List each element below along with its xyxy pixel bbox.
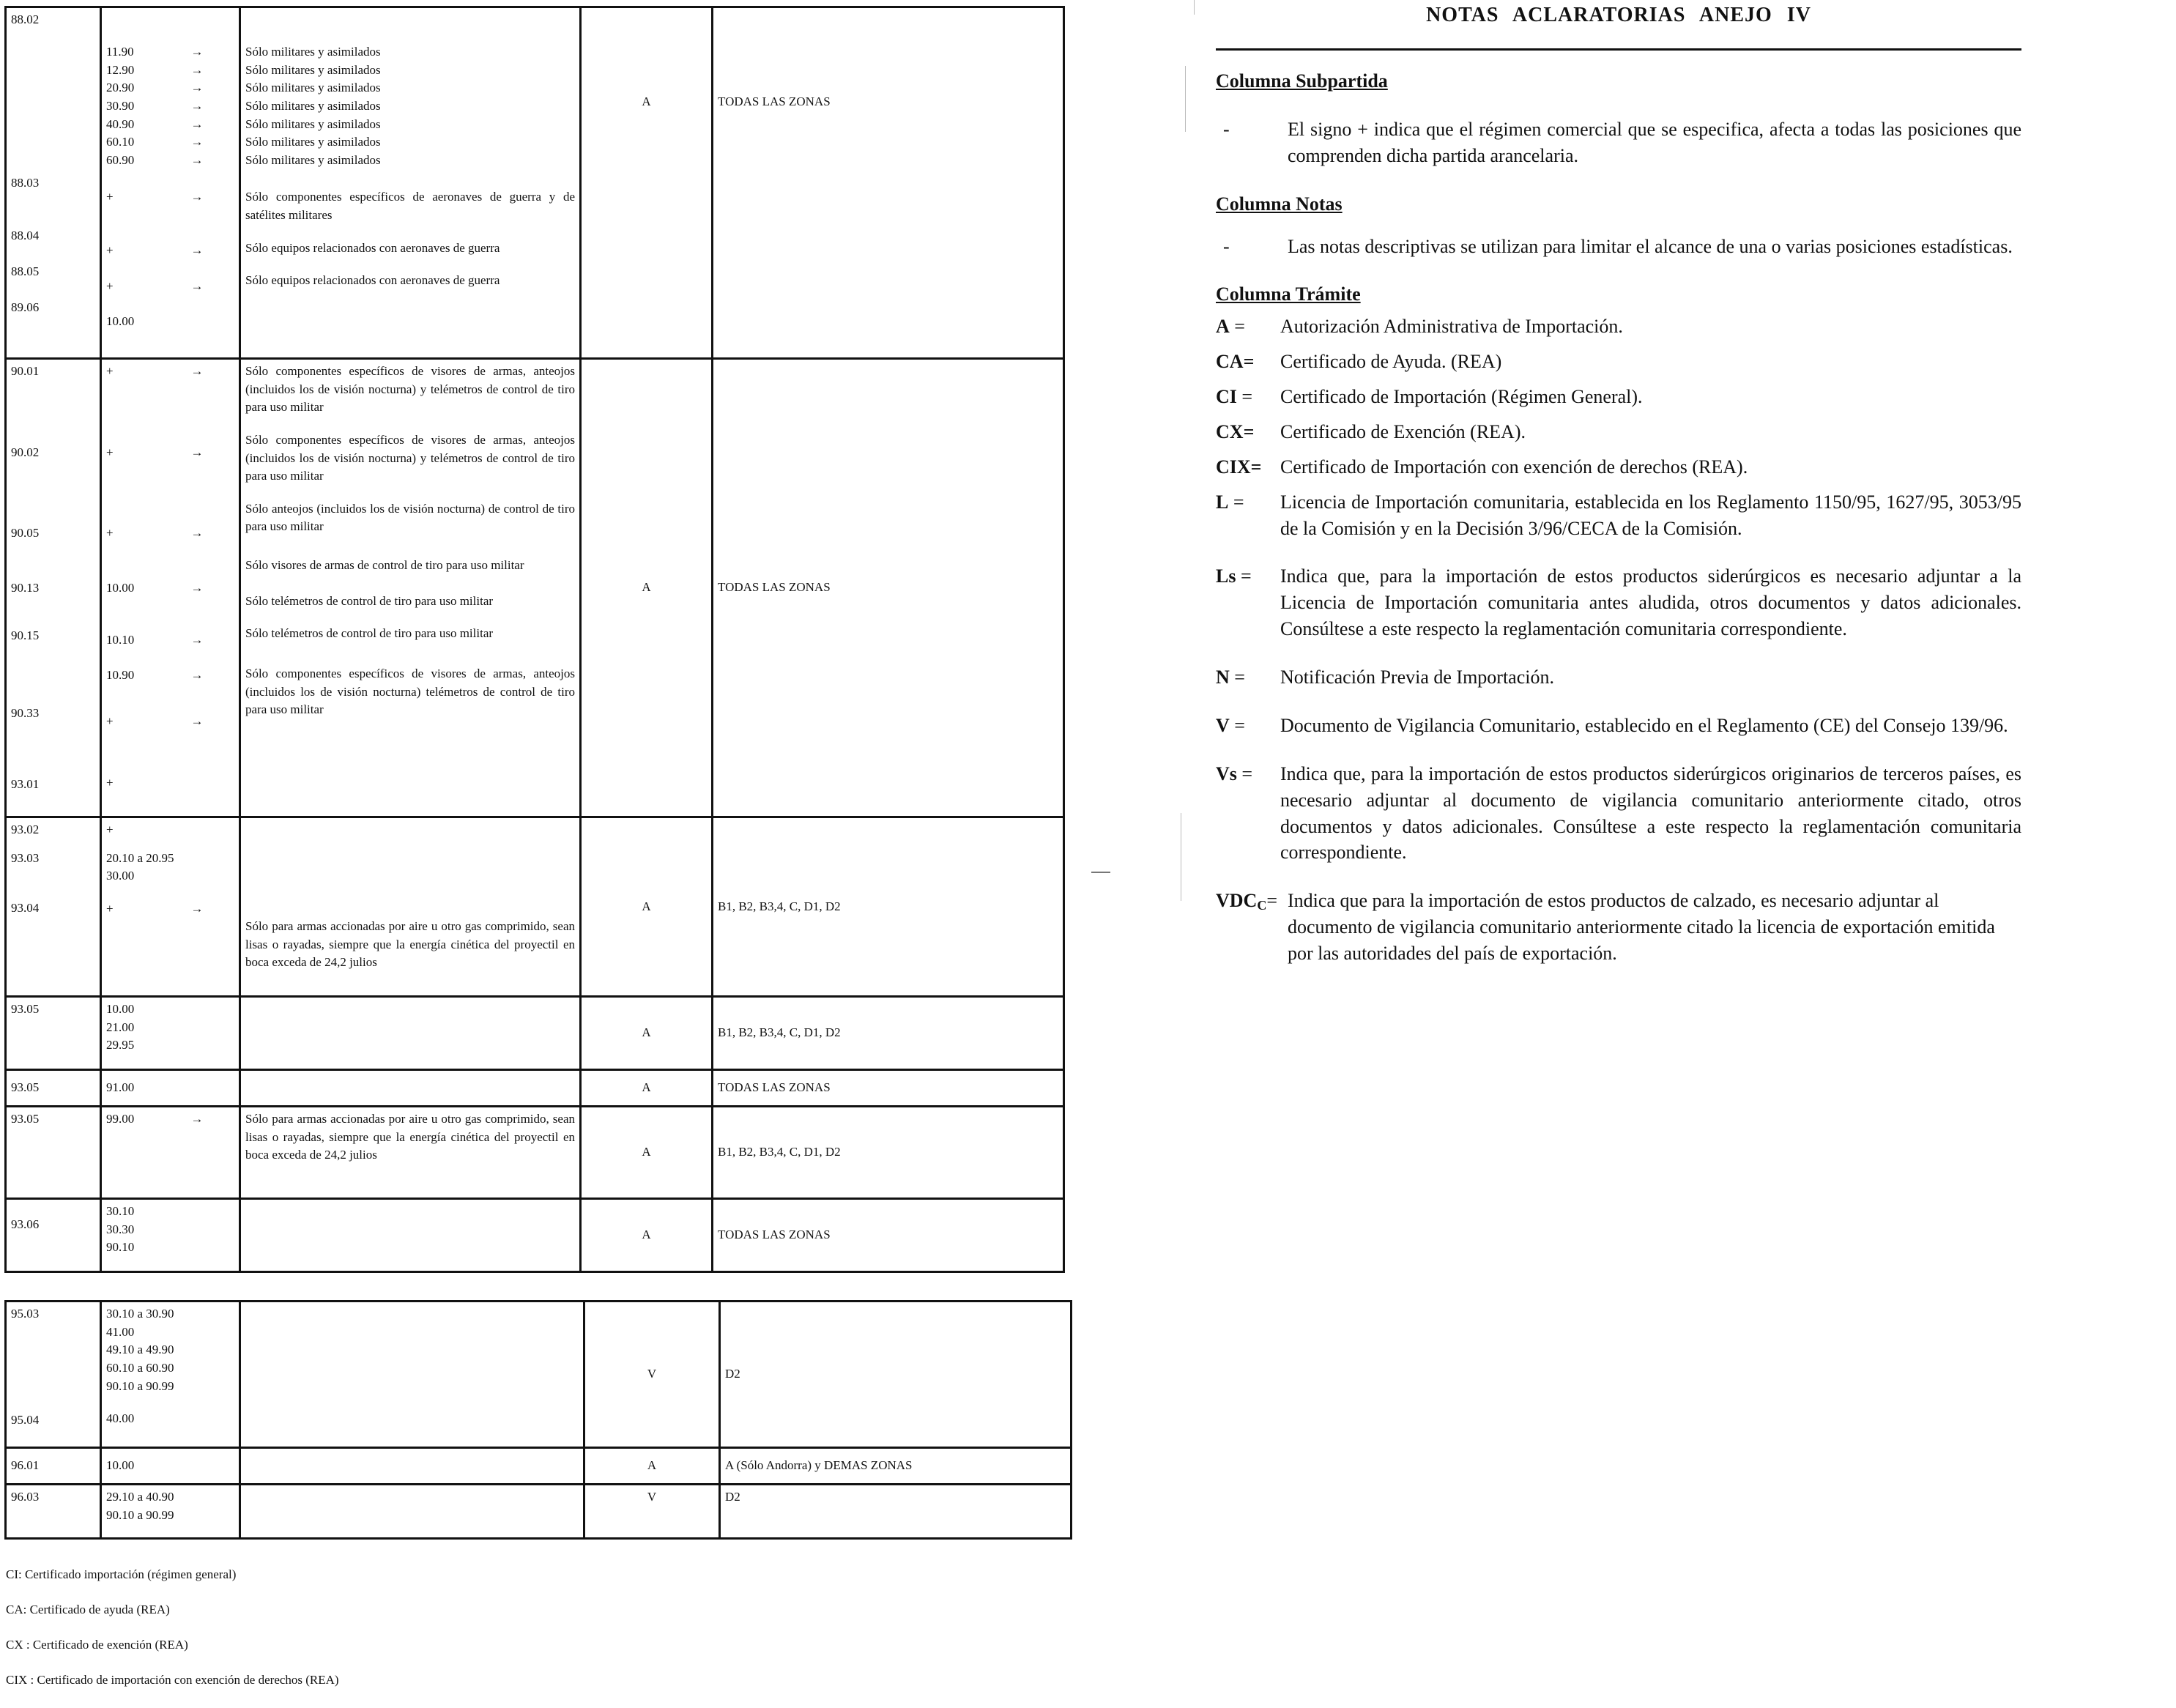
partida-code: 93.02: [11, 823, 40, 836]
nota-text: Sólo telémetros de control de tiro para uso militar: [245, 593, 494, 608]
footnote: CIX : Certificado de importación con exención de derechos (REA): [6, 1673, 339, 1687]
zonas-cell: [713, 817, 1064, 997]
arrow-icon: →: [190, 668, 204, 683]
arrow-icon: →: [190, 526, 204, 541]
table-row: [6, 1448, 1072, 1485]
table-row: [6, 7, 1064, 359]
nota-text: Sólo militares y asimilados: [245, 62, 381, 77]
tramite-cell: [584, 1302, 720, 1448]
partida-cell: [6, 1485, 101, 1539]
arrow-icon: →: [190, 713, 204, 728]
partida-cell: [6, 997, 101, 1070]
partida-cell: [6, 1302, 101, 1448]
definition-text: Indica que, para la importación de estos productos siderúrgicos es necesario adjuntar a la Licencia de Importación comunitaria antes aludida, otros documentos y datos adicionales. Consúltese a este respecto la reglamentación comunitaria correspondiente.: [1280, 565, 2021, 640]
definition-abbr: CI: [1216, 386, 1237, 407]
nota-text: Sólo militares y asimilados: [245, 135, 381, 149]
definition-text: Certificado de Exención (REA).: [1280, 420, 1526, 442]
subpartida-entry: + →: [106, 188, 234, 207]
notas-cell: [240, 1107, 581, 1199]
subpartida-cell: [101, 1070, 240, 1107]
arrow-icon: →: [190, 1112, 204, 1126]
definition-text: Certificado de Importación con exención de derechos (REA).: [1280, 456, 1748, 478]
definition-ca: CA= Certificado de Ayuda. (REA): [1216, 349, 2021, 375]
zonas-cell: [713, 997, 1064, 1070]
table-row: [6, 817, 1064, 997]
subpartida-cell: [101, 1199, 240, 1272]
subpartida-entry: 10.00 →: [106, 579, 234, 598]
partida-cell: [6, 7, 101, 359]
subpartida-entry: + →: [106, 900, 234, 918]
subpartida-entry: 99.00 →: [106, 1110, 234, 1129]
table-row: [6, 1485, 1072, 1539]
page-title: NOTAS ACLARATORIAS ANEJO IV: [1216, 0, 2021, 51]
definition-cx: CX= Certificado de Exención (REA).: [1216, 419, 2021, 445]
partida-code: 93.06: [11, 1217, 40, 1231]
definition-text: Notificación Previa de Importación.: [1280, 667, 1554, 688]
subpartida-entry: 60.10 →: [106, 133, 234, 152]
definition-l: L = Licencia de Importación comunitaria, establecida en los Reglamento 1150/95, 1627/95, 3053/95 de la Comisión y en la Decisión 3/96/CECA de la Comisión.: [1216, 489, 2021, 542]
subpartida-entry: + →: [106, 713, 234, 731]
nota-text: Sólo militares y asimilados: [245, 152, 381, 167]
partida-code: 88.03: [11, 175, 40, 190]
partida-code: 93.04: [11, 901, 40, 916]
zona-text: B1, B2, B3,4, C, D1, D2: [718, 1025, 841, 1040]
tramite-code: A: [642, 580, 651, 595]
partida-code: 90.05: [11, 526, 40, 541]
definition-abbr: V: [1216, 714, 1230, 736]
subpartida-entry: 10.10 →: [106, 631, 234, 650]
tramite-cell: [581, 817, 713, 997]
nota-text: Sólo anteojos (incluidos los de visión nocturna) de control de tiro para uso militar: [245, 501, 575, 534]
definition-abbr: CX: [1216, 420, 1244, 442]
zonas-cell: [720, 1485, 1072, 1539]
tramite-code: V: [647, 1367, 657, 1381]
notas-cell: [240, 817, 581, 997]
partida-code: 95.04: [11, 1412, 40, 1427]
definition-text: Indica que, para la importación de estos productos siderúrgicos originarios de terceros países, es necesario adjuntar al documento de vigilancia comunitario anteriormente citado, otros documentos y datos adicionales. Consúltese a este respecto la reglamentación comunitaria correspondiente.: [1280, 762, 2021, 864]
arrow-icon: →: [190, 81, 204, 95]
zonas-cell: [713, 359, 1064, 817]
zonas-cell: [720, 1302, 1072, 1448]
definition-abbr: Vs: [1216, 762, 1237, 784]
notas-cell: [240, 1070, 581, 1107]
zona-text: TODAS LAS ZONAS: [718, 580, 831, 595]
definition-abbr: A: [1216, 316, 1230, 338]
definition-text: Licencia de Importación comunitaria, establecida en los Reglamento 1150/95, 1627/95, 3053/95 de la Comisión y en la Decisión 3/96/CECA de la Comisión.: [1280, 491, 2021, 539]
partida-code: 88.02: [11, 12, 40, 26]
definition-v: V = Documento de Vigilancia Comunitario, establecido en el Reglamento (CE) del Consejo 139/96.: [1216, 713, 2021, 739]
zonas-cell: [713, 1199, 1064, 1272]
subpartida-cell: [101, 997, 240, 1070]
tramite-cell: [581, 1199, 713, 1272]
tramite-cell: [581, 997, 713, 1070]
subpartida-entry: 10.00: [106, 314, 135, 329]
subpartida-entry: + →: [106, 278, 234, 296]
zonas-cell: [713, 1070, 1064, 1107]
subpartida-cell: [101, 817, 240, 997]
footnote: CI: Certificado importación (régimen general): [6, 1567, 237, 1581]
subpartida-entry: 60.90 →: [106, 152, 234, 170]
zona-text: D2: [725, 1367, 740, 1381]
tramite-cell: [581, 7, 713, 359]
note-text: Las notas descriptivas se utilizan para limitar el alcance de una o varias posiciones estadísticas.: [1288, 235, 2013, 257]
subpartida-entry: 60.10 a 60.90: [106, 1360, 174, 1375]
partida-code: 95.03: [11, 1307, 40, 1321]
nota-text: Sólo componentes específicos de visores de armas, anteojos (incluidos los de visión nocturna) y telémetros de control de tiro para uso militar: [245, 432, 575, 483]
nota-text: Sólo equipos relacionados con aeronaves de guerra: [245, 240, 500, 255]
tramite-code: A: [642, 1228, 651, 1242]
zona-text: A (Sólo Andorra) y DEMAS ZONAS: [725, 1458, 913, 1473]
definition-text: Documento de Vigilancia Comunitario, establecido en el Reglamento (CE) del Consejo 139/96.: [1280, 714, 2008, 736]
arrow-icon: →: [190, 364, 204, 378]
zonas-cell: [720, 1448, 1072, 1485]
partida-code: 90.33: [11, 706, 40, 721]
nota-text: Sólo militares y asimilados: [245, 116, 381, 131]
nota-text: Sólo componentes específicos de visores de armas, anteojos (incluidos los de visión nocturna) telémetros de control de tiro para uso militar: [245, 667, 575, 717]
subpartida-entry: +: [106, 823, 114, 836]
nota-text: Sólo telémetros de control de tiro para uso militar: [245, 626, 494, 641]
partida-code: 93.05: [11, 1002, 40, 1016]
definition-abbr: CIX: [1216, 456, 1251, 478]
partida-code: 90.01: [11, 364, 40, 378]
subpartida-entry: 29.95: [106, 1038, 135, 1052]
arrow-icon: →: [190, 632, 204, 647]
notes-panel: [1216, 0, 2021, 976]
tramite-code: A: [642, 899, 651, 913]
subpartida-entry: 30.30: [106, 1222, 135, 1236]
partida-code: 90.15: [11, 628, 40, 642]
subpartida-entry: + →: [106, 524, 234, 543]
dash-marker: -: [1223, 118, 1230, 140]
definition-vs: Vs = Indica que, para la importación de estos productos siderúrgicos originarios de terceros países, es necesario adjuntar al documento de vigilancia comunitario anteriormente citado, otros documentos y datos adicionales. Consúltese a este respecto la reglamentación comunitaria correspondiente.: [1216, 761, 2021, 866]
zona-text: TODAS LAS ZONAS: [718, 94, 831, 108]
subpartida-entry: + →: [106, 444, 234, 462]
partida-code: 90.13: [11, 580, 40, 595]
tramite-cell: [581, 1107, 713, 1199]
definition-text: Autorización Administrativa de Importación.: [1280, 316, 1623, 338]
partida-code: 93.03: [11, 850, 40, 865]
subpartida-entry: 40.00: [106, 1411, 135, 1426]
tramite-code: A: [642, 1080, 651, 1095]
table-row: [6, 1199, 1064, 1272]
nota-text: Sólo militares y asimilados: [245, 81, 381, 95]
notas-cell: [240, 7, 581, 359]
notas-cell: [240, 359, 581, 817]
zonas-cell: [713, 7, 1064, 359]
tariff-table-bottom: [4, 1300, 1072, 1540]
note-bullet: [1216, 116, 2021, 169]
definition-ci: CI = Certificado de Importación (Régimen General).: [1216, 384, 2021, 410]
arrow-icon: →: [190, 190, 204, 204]
partida-code: 96.01: [11, 1458, 40, 1473]
subpartida-cell: [101, 1302, 240, 1448]
partida-cell: [6, 1070, 101, 1107]
definition-text: Certificado de Importación (Régimen General).: [1280, 386, 1643, 407]
subpartida-entry: 90.10: [106, 1240, 135, 1255]
partida-code: 96.03: [11, 1490, 40, 1504]
subpartida-cell: [101, 1485, 240, 1539]
subpartida-entry: 49.10 a 49.90: [106, 1343, 174, 1357]
arrow-icon: →: [190, 152, 204, 167]
tramite-code: A: [647, 1458, 657, 1473]
subpartida-entry: 29.10 a 40.90: [106, 1490, 174, 1504]
partida-code: 88.05: [11, 264, 40, 278]
subpartida-cell: [101, 7, 240, 359]
margin-mark: [1194, 0, 1195, 15]
definition-vdcc: $VDC_C=$ Indica que para la importación de estos productos de calzado, es necesario adjuntar al documento de vigilancia comunitario anteriormente citado la licencia de exportación emitida por las autoridades del país de exportación.: [1216, 888, 2021, 967]
subpartida-entry: +: [106, 776, 114, 790]
table-row: [6, 359, 1064, 817]
subpartida-cell: [101, 359, 240, 817]
stray-dash: [1091, 872, 1110, 873]
subpartida-entry: 40.90 →: [106, 116, 234, 134]
zona-text: D2: [725, 1490, 740, 1504]
subpartida-cell: [101, 1448, 240, 1485]
arrow-icon: →: [190, 98, 204, 113]
nota-text: Sólo militares y asimilados: [245, 45, 381, 59]
zona-text: B1, B2, B3,4, C, D1, D2: [718, 899, 841, 913]
tramite-cell: [581, 1070, 713, 1107]
subpartida-entry: 90.10 a 90.99: [106, 1378, 174, 1393]
partida-code: 88.04: [11, 229, 40, 243]
notas-cell: [240, 1199, 581, 1272]
partida-code: 89.06: [11, 300, 40, 314]
partida-code: 90.02: [11, 445, 40, 459]
arrow-icon: →: [190, 135, 204, 149]
note-text: El signo + indica que el régimen comercial que se especifica, afecta a todas las posiciones que comprenden dicha partida arancelaria.: [1288, 118, 2021, 166]
definition-abbr: Ls: [1216, 565, 1236, 587]
subpartida-entry: 12.90 →: [106, 62, 234, 80]
arrow-icon: →: [190, 901, 204, 916]
partida-cell: [6, 1448, 101, 1485]
table-row: [6, 997, 1064, 1070]
subpartida-entry: 30.10 a 30.90: [106, 1307, 174, 1321]
nota-text: Sólo equipos relacionados con aeronaves de guerra: [245, 273, 500, 288]
partida-code: 93.05: [11, 1080, 40, 1095]
subpartida-entry: 41.00: [106, 1324, 135, 1339]
arrow-icon: →: [190, 116, 204, 131]
partida-cell: [6, 1199, 101, 1272]
partida-code: 93.05: [11, 1112, 40, 1126]
tariff-table-top: [4, 6, 1065, 1273]
arrow-icon: →: [190, 278, 204, 293]
table-row: [6, 1107, 1064, 1199]
footnotes: [6, 1567, 958, 1708]
subpartida-entry: 10.00: [106, 1458, 135, 1473]
table-row: [6, 1070, 1064, 1107]
tramite-code: A: [642, 1025, 651, 1040]
notas-cell: [240, 1302, 584, 1448]
definition-ls: Ls = Indica que, para la importación de estos productos siderúrgicos es necesario adjuntar a la Licencia de Importación comunitaria antes aludida, otros documentos y datos adicionales. Consúltese a este respecto la reglamentación comunitaria correspondiente.: [1216, 563, 2021, 642]
dash-marker: -: [1223, 235, 1230, 257]
definition-abbr: CA: [1216, 351, 1244, 373]
subpartida-entry: 20.10 a 20.95: [106, 850, 174, 865]
notas-cell: [240, 1448, 584, 1485]
zonas-cell: [713, 1107, 1064, 1199]
margin-mark: [1185, 66, 1186, 132]
subpartida-entry: 30.00: [106, 869, 135, 883]
notas-cell: [240, 997, 581, 1070]
notas-cell: [240, 1485, 584, 1539]
definition-a: A = Autorización Administrativa de Importación.: [1216, 313, 2021, 340]
subpartida-entry: 20.90 →: [106, 79, 234, 97]
subpartida-entry: 10.90 →: [106, 667, 234, 685]
definition-cix: CIX= Certificado de Importación con exención de derechos (REA).: [1216, 454, 2021, 480]
tramite-code: V: [647, 1490, 657, 1504]
subpartida-entry: + →: [106, 363, 234, 381]
zona-text: TODAS LAS ZONAS: [718, 1080, 831, 1095]
subpartida-entry: 30.10: [106, 1204, 135, 1218]
tramite-cell: [581, 359, 713, 817]
nota-text: Sólo para armas accionadas por aire u otro gas comprimido, sean lisas o rayadas, siempre que la energía cinética del proyectil en boca exceda de 24,2 julios: [245, 1112, 575, 1162]
subpartida-entry: + →: [106, 242, 234, 260]
zona-text: TODAS LAS ZONAS: [718, 1228, 831, 1242]
arrow-icon: →: [190, 243, 204, 258]
nota-text: Sólo visores de armas de control de tiro para uso militar: [245, 558, 524, 573]
partida-code: 93.01: [11, 776, 40, 791]
partida-cell: [6, 359, 101, 817]
arrow-icon: →: [190, 445, 204, 459]
arrow-icon: →: [190, 62, 204, 77]
definition-text: Certificado de Ayuda. (REA): [1280, 351, 1502, 373]
arrow-icon: →: [190, 45, 204, 59]
note-bullet: [1216, 234, 2021, 260]
tramite-code: A: [642, 94, 651, 108]
footnote: CX : Certificado de exención (REA): [6, 1638, 188, 1652]
partida-cell: [6, 1107, 101, 1199]
zona-text: B1, B2, B3,4, C, D1, D2: [718, 1145, 841, 1159]
subpartida-entry: 11.90 →: [106, 43, 234, 62]
section-heading-notas: Columna Notas: [1216, 193, 1343, 215]
footnote: CA: Certificado de ayuda (REA): [6, 1603, 170, 1616]
table-row: [6, 1302, 1072, 1448]
arrow-icon: →: [190, 580, 204, 595]
nota-text: Sólo para armas accionadas por aire u otro gas comprimido, sean lisas o rayadas, siempre que la energía cinética del proyectil en boca exceda de 24,2 julios: [245, 919, 575, 970]
nota-text: Sólo militares y asimilados: [245, 98, 381, 113]
definition-text: Indica que para la importación de estos productos de calzado, es necesario adjuntar al documento de vigilancia comunitario anteriormente citado la licencia de exportación emitida por las autoridades del país de exportación.: [1288, 890, 1995, 964]
section-heading-subpartida: Columna Subpartida: [1216, 70, 1388, 92]
definition-n: N = Notificación Previa de Importación.: [1216, 664, 2021, 691]
subpartida-entry: 30.90 →: [106, 97, 234, 116]
definition-abbr: VDC: [1216, 890, 1258, 912]
tramite-cell: [584, 1485, 720, 1539]
subpartida-entry: 10.00: [106, 1002, 135, 1016]
partida-cell: [6, 817, 101, 997]
nota-text: Sólo componentes específicos de visores de armas, anteojos (incluidos los de visión nocturna) y telémetros de control de tiro para uso militar: [245, 364, 575, 415]
subpartida-cell: [101, 1107, 240, 1199]
subpartida-entry: 21.00: [106, 1020, 135, 1034]
tramite-cell: [584, 1448, 720, 1485]
definition-abbr: N: [1216, 667, 1230, 688]
tramite-code: A: [642, 1145, 651, 1159]
section-heading-tramite: Columna Trámite: [1216, 283, 1361, 305]
nota-text: Sólo componentes específicos de aeronaves de guerra y de satélites militares: [245, 190, 575, 223]
subpartida-entry: 90.10 a 90.99: [106, 1507, 174, 1522]
definition-abbr: L: [1216, 491, 1229, 513]
subpartida-entry: 91.00: [106, 1080, 135, 1095]
